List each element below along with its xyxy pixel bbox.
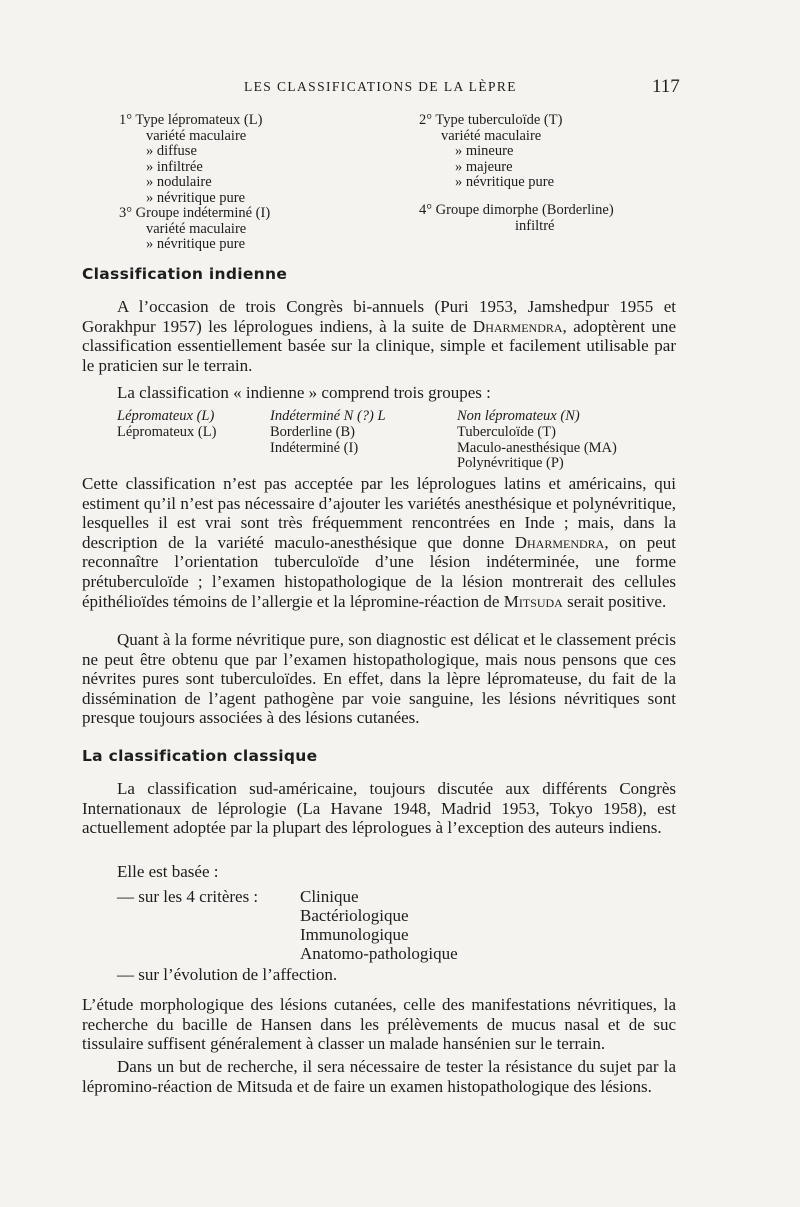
classification-list-right-group4 [419, 203, 614, 234]
page-number: 117 [652, 76, 680, 97]
paragraph-text: , adoptèrent une classification essentiellement basée sur la clinique, simple et facilement utilisable par le praticien sur le terrain. [82, 316, 676, 375]
list-item: » mineure [455, 143, 514, 159]
classification-list-left-group3 [119, 206, 270, 253]
table-cell: Borderline (B) [270, 423, 355, 440]
classification-list-right [419, 113, 562, 191]
paragraph-text: , on peut reconnaître l’orientation tuberculoïde d’une lésion indéterminée, une forme prétuberculoïde ; l’examen histopathologique de la lésion montrerait des cellules épithélioïdes témoins de l’allergie et la lépromine-réaction de [82, 532, 676, 611]
list-item: » névritique pure [455, 174, 555, 190]
list-item: 1° Type lépromateux (L) [119, 112, 263, 128]
list-item: Clinique [300, 887, 359, 906]
table-cell: Indéterminé N (?) L [270, 408, 386, 424]
table-cell: Lépromateux (L) [117, 423, 217, 440]
paragraph-indienne-3 [82, 474, 676, 611]
section-heading-indienne: Classification indienne [82, 265, 288, 283]
list-item: 2° Type tuberculoïde (T) [419, 112, 563, 128]
list-item: variété maculaire [146, 127, 247, 144]
paragraph-text: serait positive. [562, 591, 667, 611]
section-heading-classique: La classification classique [82, 747, 318, 765]
running-title: LES CLASSIFICATIONS DE LA LÈPRE [244, 79, 517, 94]
list-item: 4° Groupe dimorphe (Borderline) [419, 202, 614, 218]
list-item: Anatomo-pathologique [300, 944, 458, 963]
table-cell: Lépromateux (L) [117, 408, 215, 424]
table-cell: Polynévritique (P) [457, 455, 564, 472]
author-name: Mitsuda [503, 591, 563, 611]
criteria-list [300, 887, 458, 963]
groups-column-3 [457, 409, 617, 472]
list-item: variété maculaire [441, 127, 542, 144]
groups-column-1 [117, 409, 216, 441]
groups-column-2 [270, 409, 386, 456]
paragraph-indienne-1 [82, 297, 676, 375]
list-item: » diffuse [146, 143, 197, 159]
table-cell: Indéterminé (I) [270, 439, 359, 456]
list-item: » nodulaire [146, 174, 212, 190]
classification-list-left [119, 113, 262, 206]
author-name: Dharmendra [514, 532, 605, 552]
paragraph-text: Cette classification n’est pas acceptée par les léprologues latins et américains, qui estiment qu’il n’est pas nécessaire d’ajouter les variétés anesthésique et polynévritique, lesquelles il est vrai sont très fréquemment rencontrées en Inde ; mais, dans la description de la variété maculo-anesthésique que donne [82, 474, 676, 552]
list-item: Immunologique [300, 925, 409, 944]
list-item: infiltré [515, 217, 555, 234]
paragraph-classique-1: La classification sud-américaine, toujours discutée aux différents Congrès Internationaux de léprologie (La Havane 1948, Madrid 1953, Tokyo 1958), est actuellement adoptée par la plupart des léprologues à l’exception des auteurs indiens. [82, 779, 676, 838]
paragraph-indienne-2: La classification « indienne » comprend trois groupes : [117, 383, 491, 402]
paragraph-indienne-4: Quant à la forme névritique pure, son diagnostic est délicat et le classement précis ne peut être obtenu que par l’examen histopathologique, mais nous pensons que ces névrites pures sont tuberculoïdes. En effet, dans la lèpre lépromateuse, du fait de la dissémination de l’agent pathogène par voie sanguine, les lésions névritiques sont presque toujours associées à des lésions cutanées. [82, 630, 676, 728]
list-item: » infiltrée [146, 158, 203, 175]
list-item: » névritique pure [146, 236, 246, 252]
paragraph-classique-4: Dans un but de recherche, il sera nécessaire de tester la résistance du sujet par la lépromino-réaction de Mitsuda et de faire un examen histopathologique des lésions. [82, 1057, 676, 1096]
list-item: » majeure [455, 158, 513, 175]
table-cell: Tuberculoïde (T) [457, 423, 556, 440]
list-item: 3° Groupe indéterminé (I) [119, 205, 271, 221]
paragraph-classique-2: Elle est basée : [117, 862, 219, 881]
paragraph-classique-3: L’étude morphologique des lésions cutanées, celle des manifestations névritiques, la recherche du bacille de Hansen dans les prélèvements de mucus nasal et de suc tissulaire suffisent généralement à classer un malade hansénien sur le terrain. [82, 995, 676, 1054]
list-item: » névritique pure [146, 189, 246, 206]
criteria-evolution: — sur l’évolution de l’affection. [117, 965, 338, 984]
table-cell: Maculo-anesthésique (MA) [457, 439, 617, 456]
author-name: Dharmendra [472, 316, 563, 336]
criteria-intro: — sur les 4 critères : [117, 887, 259, 906]
list-item: variété maculaire [146, 220, 247, 237]
table-cell: Non lépromateux (N) [457, 408, 580, 424]
list-item: Bactériologique [300, 906, 409, 925]
paragraph-text: A l’occasion de trois Congrès bi-annuels (Puri 1953, Jamshedpur 1955 et Gorakhpur 1957) les léprologues indiens, à la suite de [82, 297, 676, 336]
